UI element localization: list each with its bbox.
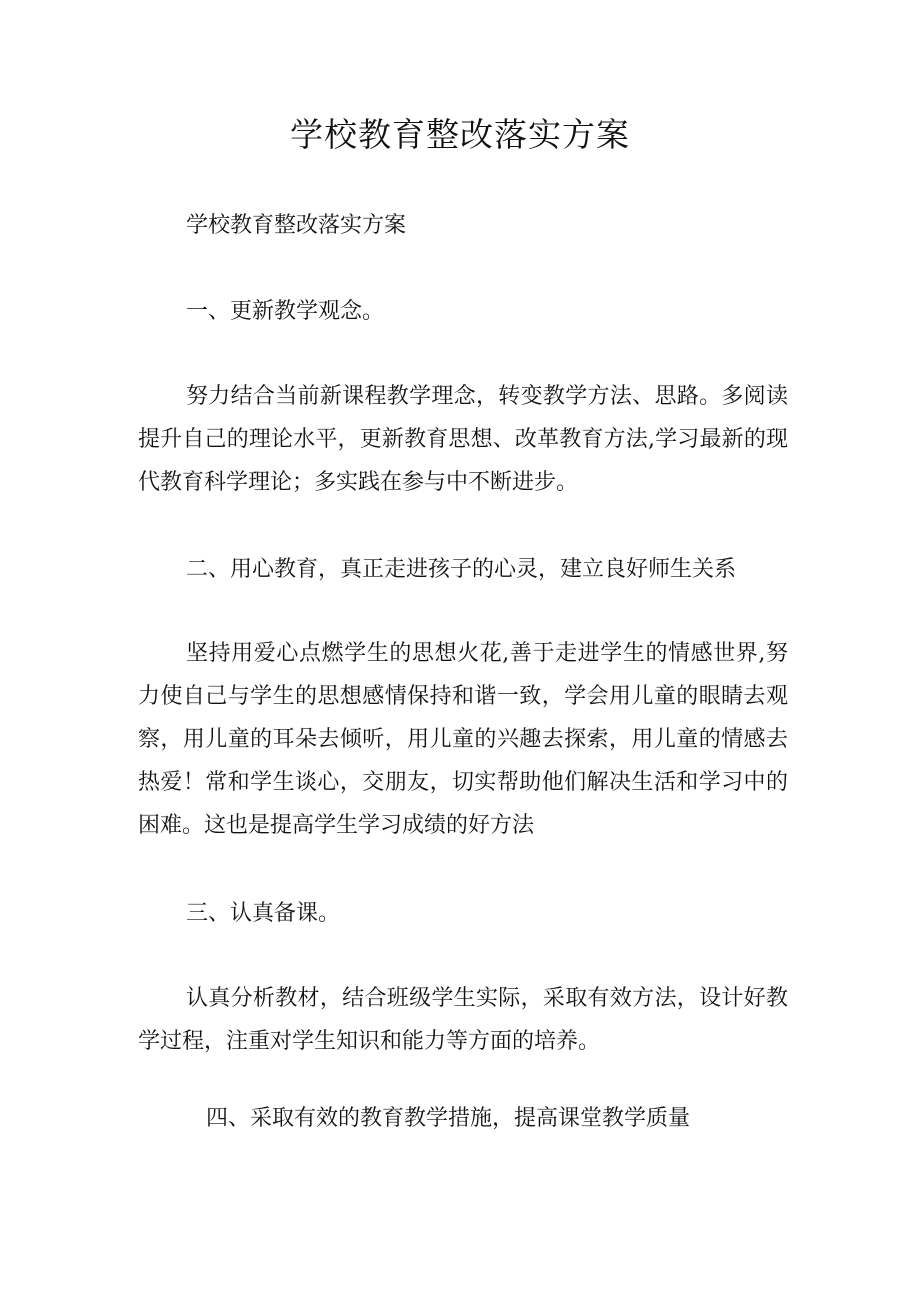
section-heading-1: 一、更新教学观念。 xyxy=(186,299,385,324)
section-heading-4: 四、采取有效的教育教学措施，提高课堂教学质量 xyxy=(206,1106,691,1131)
document-title: 学校教育整改落实方案 xyxy=(290,115,630,154)
subtitle-paragraph: 学校教育整改落实方案 xyxy=(186,213,407,238)
section-body-1: 努力结合当前新课程教学理念，转变教学方法、思路。多阅读提升自己的理论水平，更新教育思想、改革教育方法,学习最新的现代教育科学理论；多实践在参与中不断进步。 xyxy=(138,384,788,495)
section-body-2: 坚持用爱心点燃学生的思想火花,善于走进学生的情感世界,努力使自己与学生的思想感情保持和谐一致，学会用儿童的眼睛去观察，用儿童的耳朵去倾听，用儿童的兴趣去探索，用儿童的情感去热爱！常和学生谈心，交朋友，切实帮助他们解决生活和学习中的困难。这也是提高学生学习成绩的好方法 xyxy=(138,641,788,838)
section-heading-2: 二、用心教育，真正走进孩子的心灵，建立良好师生关系 xyxy=(186,557,737,582)
section-body-3: 认真分析教材，结合班级学生实际，采取有效方法，设计好教学过程，注重对学生知识和能力等方面的培养。 xyxy=(138,986,788,1054)
section-heading-3: 三、认真备课。 xyxy=(186,901,341,926)
